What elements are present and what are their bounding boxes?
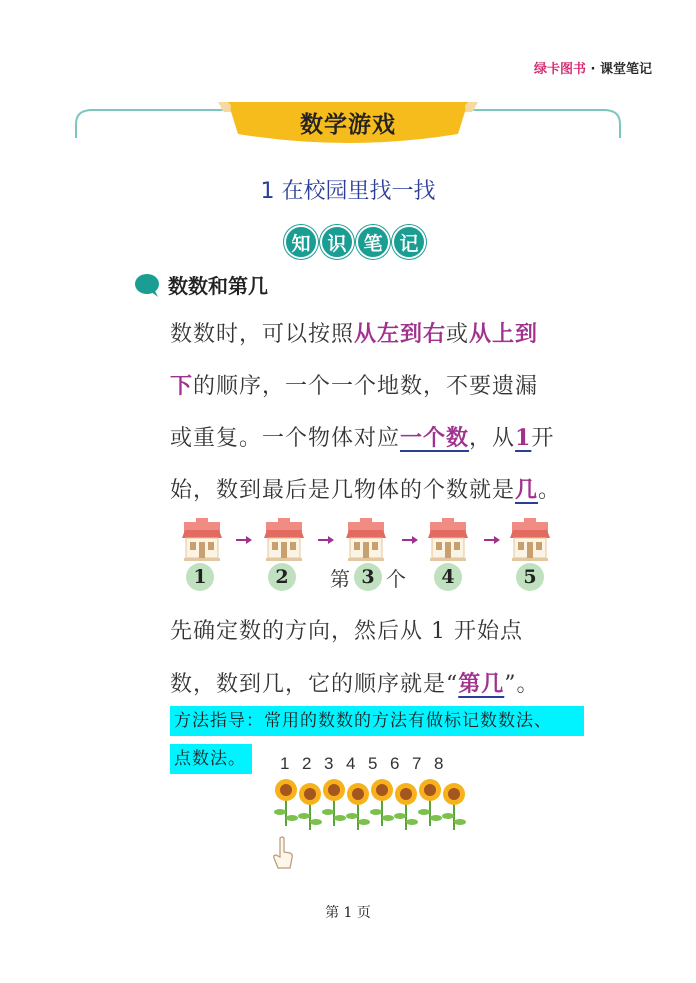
text-span: 或 (446, 322, 470, 347)
notes-badge-char: 笔 (356, 225, 390, 259)
text-line (170, 658, 600, 710)
count-number: 2 (302, 754, 312, 773)
notes-badge-char: 记 (392, 225, 426, 259)
banner-title: 数学游戏 (300, 112, 396, 138)
ordinal-prefix: 第 (330, 566, 350, 591)
house-number-4: 4 (434, 563, 462, 591)
text-span: 或重复。一个物体对应 (170, 426, 401, 451)
ordinal-suffix: 个 (386, 566, 406, 591)
notes-badge-char: 识 (320, 225, 354, 259)
text-line: 先确定数的方向，然后从 1 开始点 (170, 619, 523, 644)
highlight-start-one: 1 (515, 425, 532, 451)
house-number-2: 2 (268, 563, 296, 591)
houses-illustration (180, 518, 560, 562)
ordinal-paragraph (170, 606, 600, 710)
text-span: 数，数到几，它的顺序就是“ (170, 672, 459, 697)
sunflowers-illustration (274, 778, 470, 830)
house-label (268, 562, 296, 592)
highlight-ordinal: 第几 (458, 671, 505, 697)
highlight-left-to-right: 从左到右 (354, 321, 447, 347)
section-title: 数数和第几 (168, 274, 268, 298)
text-line (170, 412, 600, 464)
brand-separator: · (590, 62, 596, 77)
text-span: 。 (538, 478, 562, 503)
text-span: 数数时，可以按照 (170, 322, 355, 347)
count-number: 5 (368, 754, 378, 773)
counting-rules-paragraph (170, 308, 600, 516)
count-number-row (280, 754, 456, 774)
count-number: 3 (324, 754, 334, 773)
knowledge-notes-badge (284, 225, 426, 259)
text-span: 始，数到最后是几物体的个数就是 (170, 478, 516, 503)
lesson-title: 1 在校园里找一找 (260, 179, 436, 204)
house-label (516, 562, 544, 592)
house-label-third (330, 562, 406, 592)
highlight-text: 下 (170, 373, 194, 399)
house-label (434, 562, 462, 592)
count-number: 8 (434, 754, 444, 773)
count-number: 7 (412, 754, 422, 773)
page-number: 第 1 页 (325, 905, 371, 921)
house-number-1: 1 (186, 563, 214, 591)
pointing-hand-icon (272, 836, 294, 870)
brand-main: 绿卡图书 (533, 62, 586, 77)
house-number-5: 5 (516, 563, 544, 591)
count-number: 6 (390, 754, 400, 773)
house-number-3: 3 (354, 563, 382, 591)
text-line (170, 308, 600, 360)
text-span: 的顺序，一个一个地数，不要遗漏 (193, 374, 539, 399)
text-line (170, 464, 600, 516)
highlight-top-to-bottom: 从上到 (469, 321, 539, 347)
section-heading (134, 270, 268, 299)
count-number: 1 (280, 754, 290, 773)
count-number: 4 (346, 754, 356, 773)
text-span: ”。 (504, 672, 540, 697)
method-guide-line2: 点数法。 (170, 744, 252, 774)
speech-bubble-icon (134, 273, 160, 297)
text-span: 开 (531, 426, 555, 451)
method-guide-line1: 方法指导：常用的数数的方法有做标记数数法、 (170, 706, 584, 736)
highlight-one-number: 一个数 (400, 425, 470, 451)
brand-sub: 课堂笔记 (599, 62, 652, 77)
text-span: ，从 (469, 426, 516, 451)
notes-badge-char: 知 (284, 225, 318, 259)
text-line (170, 360, 600, 412)
highlight-how-many: 几 (515, 477, 539, 503)
house-label (186, 562, 214, 592)
